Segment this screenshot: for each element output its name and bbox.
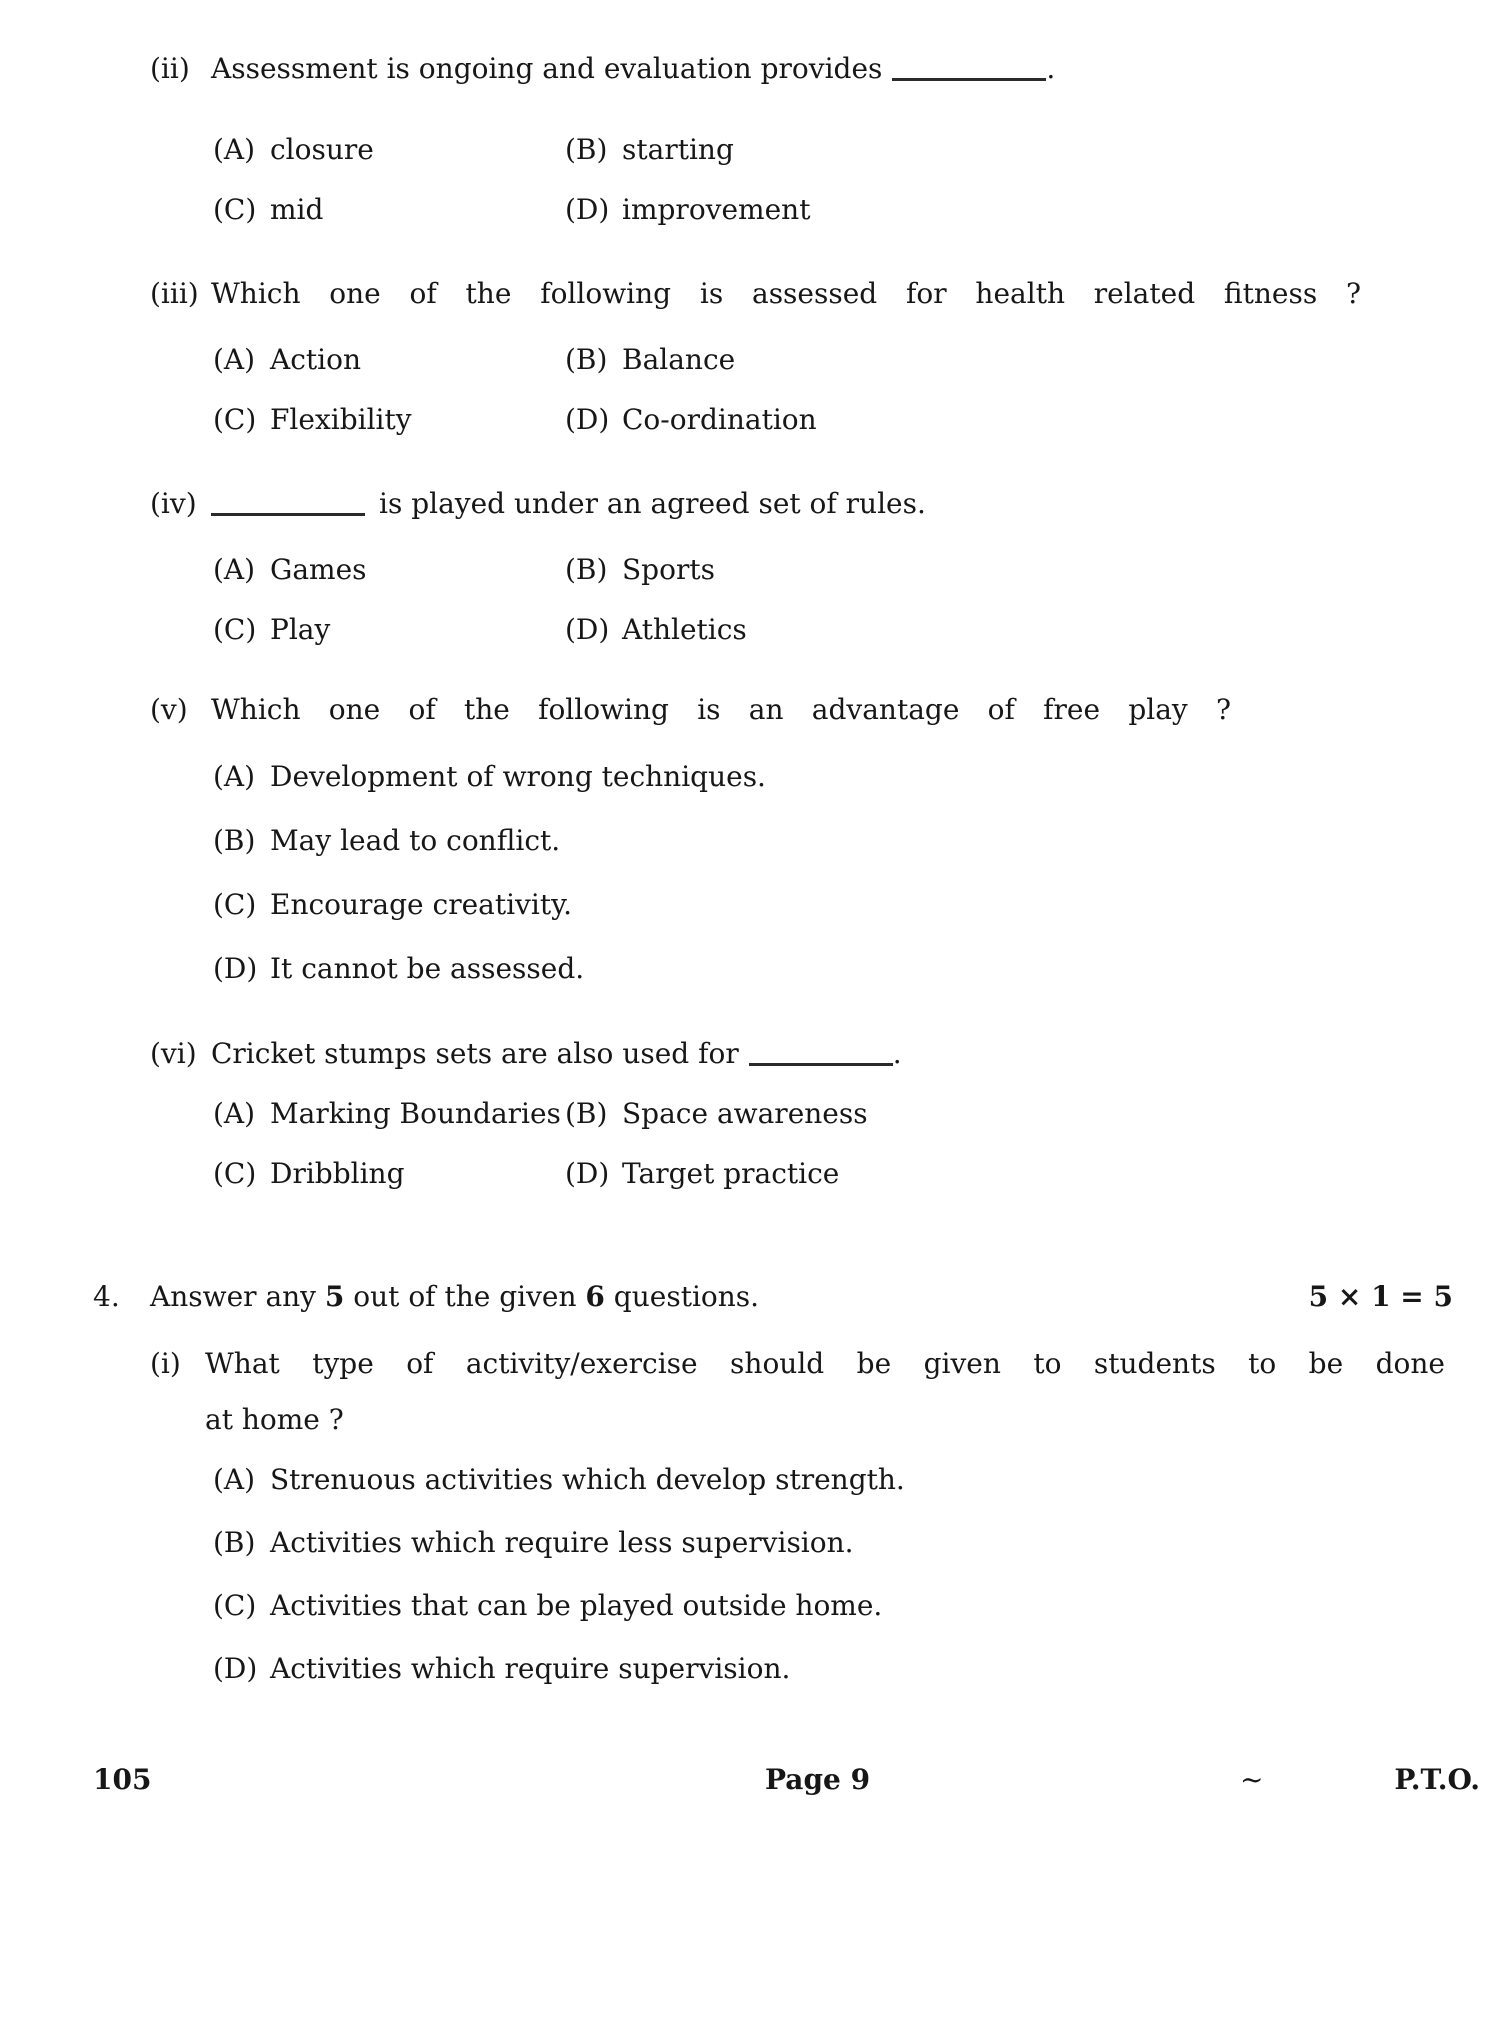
option-label: (B) xyxy=(565,133,608,166)
question-number: (v) xyxy=(150,693,188,726)
fill-in-blank xyxy=(749,1057,893,1066)
option-d xyxy=(565,403,817,437)
question-number: (vi) xyxy=(150,1037,197,1070)
tilde-mark: ~ xyxy=(1240,1763,1264,1796)
options-grid xyxy=(213,133,1505,227)
fill-in-blank xyxy=(211,507,365,516)
question-line xyxy=(0,693,1505,727)
option-text: Sports xyxy=(622,553,715,586)
question-vi xyxy=(0,1037,1505,1191)
option-b xyxy=(565,343,817,377)
question-text: is played under an agreed set of rules. xyxy=(211,487,1505,521)
question-text: Which one of the following is an advantage of free play ? xyxy=(211,693,1231,726)
option-text: Strenuous activities which develop strength. xyxy=(270,1463,905,1496)
option-d xyxy=(565,613,747,647)
option-text: Space awareness xyxy=(622,1097,868,1130)
options-grid xyxy=(213,343,1505,437)
question-iv xyxy=(0,487,1505,647)
option-text: mid xyxy=(270,193,324,226)
option-text: improvement xyxy=(622,193,811,226)
option-text: Marking Boundaries xyxy=(270,1097,561,1130)
option-text: Dribbling xyxy=(270,1157,405,1190)
option-d xyxy=(565,1157,868,1191)
question-text: Cricket stumps sets are also used for . xyxy=(211,1037,902,1070)
option-text: Games xyxy=(270,553,367,586)
options-grid xyxy=(213,553,1505,647)
option-b xyxy=(213,824,1505,858)
option-a xyxy=(213,343,565,377)
question-text: Assessment is ongoing and evaluation provides . xyxy=(211,52,1056,85)
option-b xyxy=(213,1526,1505,1560)
question-number: (ii) xyxy=(150,52,190,85)
option-label: (A) xyxy=(213,1463,256,1496)
option-label: (D) xyxy=(213,952,258,985)
option-text: Activities which require less supervision. xyxy=(270,1526,854,1559)
option-label: (B) xyxy=(213,1526,256,1559)
options-list xyxy=(213,1463,1505,1686)
question-4 xyxy=(0,1280,1505,1686)
question-line xyxy=(0,277,1505,311)
option-label: (C) xyxy=(213,1589,257,1622)
question-line xyxy=(0,1037,1505,1071)
question-iii xyxy=(0,277,1505,437)
page-number: Page 9 xyxy=(765,1763,871,1796)
fill-in-blank xyxy=(892,72,1046,81)
option-text: Co-ordination xyxy=(622,403,817,436)
question-ii xyxy=(0,52,1505,227)
option-label: (A) xyxy=(213,343,256,376)
option-label: (C) xyxy=(213,193,257,226)
question-4-i xyxy=(0,1347,1505,1437)
option-c xyxy=(213,403,565,437)
question-text-line1: What type of activity/exercise should be given to students to be done xyxy=(205,1347,1445,1380)
question-text-line2: at home ? xyxy=(205,1403,344,1436)
option-b xyxy=(565,1097,868,1131)
option-c xyxy=(213,613,565,647)
option-text: May lead to conflict. xyxy=(270,824,561,857)
option-label: (A) xyxy=(213,133,256,166)
option-b xyxy=(565,553,747,587)
option-c xyxy=(213,193,565,227)
question-text xyxy=(205,1347,1505,1437)
option-text: starting xyxy=(622,133,734,166)
option-text: Activities which require supervision. xyxy=(270,1652,791,1685)
option-text: Balance xyxy=(622,343,736,376)
option-b xyxy=(565,133,810,167)
option-text: Flexibility xyxy=(270,403,412,436)
question-line xyxy=(0,52,1505,86)
option-text: Play xyxy=(270,613,331,646)
option-label: (D) xyxy=(565,613,610,646)
option-text: Development of wrong techniques. xyxy=(270,760,766,793)
option-a xyxy=(213,760,1505,794)
option-a xyxy=(213,1097,565,1131)
option-text: closure xyxy=(270,133,374,166)
option-label: (A) xyxy=(213,760,256,793)
option-text: Target practice xyxy=(622,1157,840,1190)
option-text: Action xyxy=(270,343,361,376)
option-text: Athletics xyxy=(622,613,747,646)
question-line xyxy=(0,487,1505,521)
option-d xyxy=(565,193,810,227)
option-label: (B) xyxy=(565,343,608,376)
option-label: (D) xyxy=(565,1157,610,1190)
option-label: (B) xyxy=(565,553,608,586)
option-label: (D) xyxy=(565,403,610,436)
page-footer xyxy=(0,1763,1505,1803)
question-instruction: Answer any 5 out of the given 6 questions. xyxy=(150,1280,760,1313)
option-text: It cannot be assessed. xyxy=(270,952,585,985)
question-number: (i) xyxy=(150,1347,181,1380)
option-a xyxy=(213,133,565,167)
question-number: (iv) xyxy=(150,487,197,520)
question-v xyxy=(0,693,1505,986)
option-c xyxy=(213,1157,565,1191)
option-label: (C) xyxy=(213,1157,257,1190)
options-list xyxy=(213,760,1505,986)
option-d xyxy=(213,952,1505,986)
option-label: (A) xyxy=(213,553,256,586)
option-label: (D) xyxy=(565,193,610,226)
option-text: Encourage creativity. xyxy=(270,888,573,921)
marks-scheme: 5 × 1 = 5 xyxy=(1308,1280,1453,1313)
option-c xyxy=(213,888,1505,922)
option-label: (D) xyxy=(213,1652,258,1685)
option-d xyxy=(213,1652,1505,1686)
options-grid xyxy=(213,1097,1505,1191)
option-c xyxy=(213,1589,1505,1623)
option-label: (B) xyxy=(213,824,256,857)
option-a xyxy=(213,553,565,587)
option-label: (C) xyxy=(213,613,257,646)
option-label: (B) xyxy=(565,1097,608,1130)
option-label: (A) xyxy=(213,1097,256,1130)
option-text: Activities that can be played outside home. xyxy=(270,1589,883,1622)
option-label: (C) xyxy=(213,403,257,436)
pto-label: P.T.O. xyxy=(1394,1763,1480,1796)
question-number: (iii) xyxy=(150,277,199,310)
question-text: Which one of the following is assessed for health related fitness ? xyxy=(211,277,1361,310)
option-label: (C) xyxy=(213,888,257,921)
paper-code: 105 xyxy=(93,1763,152,1796)
question-4-header xyxy=(0,1280,1505,1314)
option-a xyxy=(213,1463,1505,1497)
question-number: 4. xyxy=(93,1280,120,1313)
